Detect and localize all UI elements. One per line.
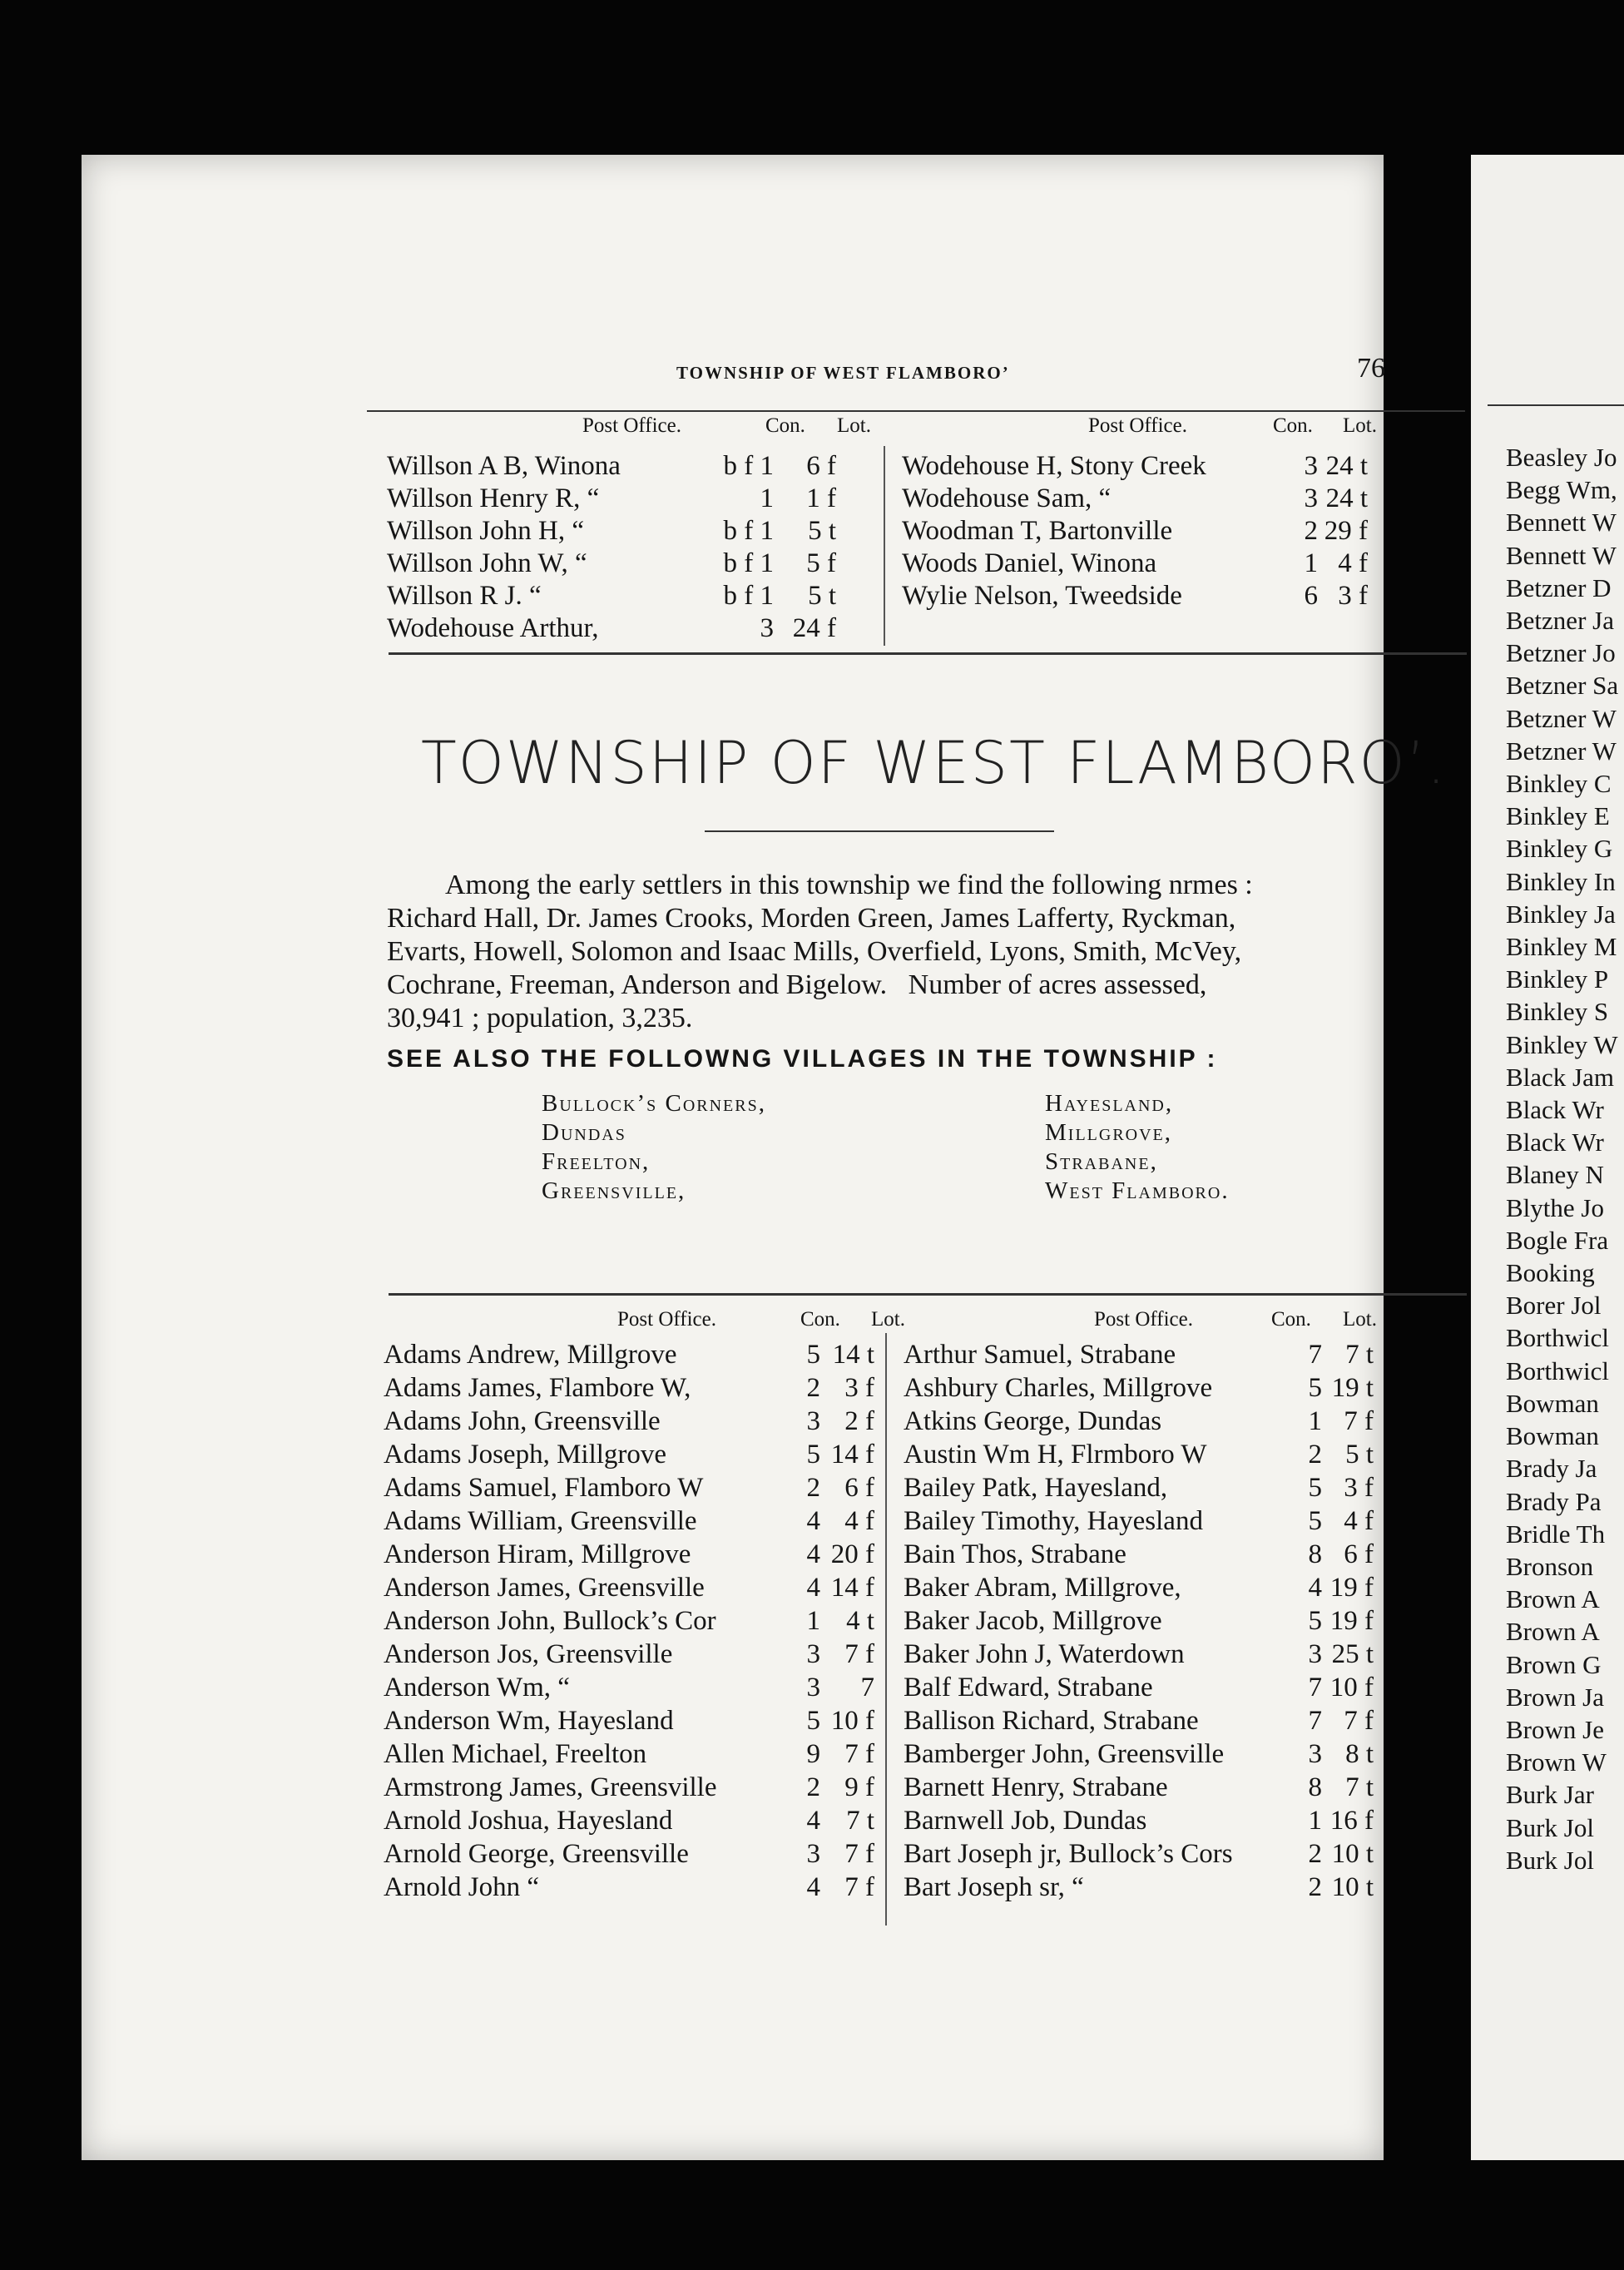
adjacent-entry: Brady Pa bbox=[1506, 1486, 1602, 1516]
adjacent-entry: Betzner D bbox=[1506, 572, 1612, 602]
entry-name: Adams James, Flambore W, bbox=[384, 1373, 691, 1403]
entry-con: 5 bbox=[806, 1340, 820, 1370]
top-right-header-post-office: Post Office. bbox=[1088, 414, 1187, 437]
adjacent-entry: Binkley P bbox=[1506, 964, 1609, 994]
entry-con: 5 bbox=[1308, 1506, 1322, 1536]
adjacent-entry: Black Wr bbox=[1506, 1128, 1604, 1157]
entry-name: Atkins George, Dundas bbox=[904, 1406, 1162, 1436]
entry-name: Wodehouse H, Stony Creek bbox=[902, 451, 1206, 481]
entry-name: Anderson Wm, “ bbox=[384, 1673, 570, 1702]
village-freelton: Freelton, bbox=[542, 1148, 651, 1175]
table-row bbox=[387, 514, 836, 548]
entry-con: 4 bbox=[806, 1506, 820, 1536]
entry-name: Willson R J. “ bbox=[387, 581, 542, 611]
adjacent-entry: Brown G bbox=[1506, 1649, 1602, 1679]
entry-lot: 3 f bbox=[1344, 1473, 1374, 1503]
entry-lot: 5 f bbox=[806, 548, 836, 578]
entry-con: 7 bbox=[1308, 1706, 1322, 1736]
entry-name: Wodehouse Arthur, bbox=[387, 613, 599, 643]
table-row bbox=[384, 1671, 874, 1704]
table-row bbox=[384, 1871, 874, 1904]
entry-con: b f 1 bbox=[723, 581, 774, 611]
table-row bbox=[904, 1704, 1374, 1737]
entry-lot: 3 f bbox=[844, 1373, 874, 1403]
para-line-1: Among the early settlers in this township we find the following nrmes : bbox=[445, 870, 1253, 900]
top-table-divider bbox=[884, 446, 885, 646]
adjacent-page bbox=[1471, 155, 1624, 2160]
entry-lot: 6 f bbox=[806, 451, 836, 481]
entry-lot: 14 f bbox=[830, 1573, 874, 1603]
entry-con: 8 bbox=[1308, 1772, 1322, 1802]
entry-lot: 20 f bbox=[830, 1539, 874, 1569]
table-row bbox=[384, 1837, 874, 1871]
entry-name: Adams Andrew, Millgrove bbox=[384, 1340, 677, 1370]
table-row bbox=[904, 1471, 1374, 1504]
entry-con: 3 bbox=[760, 613, 774, 643]
entry-lot: 7 t bbox=[1345, 1340, 1374, 1370]
entry-con: 4 bbox=[1308, 1573, 1322, 1603]
top-right-header-lot: Lot. bbox=[1343, 414, 1377, 437]
entry-name: Anderson James, Greensville bbox=[384, 1573, 705, 1603]
entry-lot: 7 f bbox=[1344, 1406, 1374, 1436]
entry-con: 5 bbox=[1308, 1473, 1322, 1503]
adjacent-entry: Binkley S bbox=[1506, 997, 1609, 1027]
entry-lot: 6 f bbox=[844, 1473, 874, 1503]
entry-name: Arnold John “ bbox=[384, 1872, 539, 1902]
entry-con: 2 bbox=[1304, 516, 1318, 546]
entry-name: Wodehouse Sam, “ bbox=[902, 483, 1112, 513]
adjacent-entry: Borthwicl bbox=[1506, 1323, 1609, 1353]
table-row bbox=[384, 1371, 874, 1405]
table-row bbox=[902, 547, 1368, 580]
entry-con: 3 bbox=[806, 1639, 820, 1669]
entry-name: Baker Jacob, Millgrove bbox=[904, 1606, 1162, 1636]
see-also-heading: SEE ALSO THE FOLLOWNG VILLAGES IN THE TOWNSHIP : bbox=[387, 1045, 1218, 1073]
adjacent-entry: Binkley M bbox=[1506, 932, 1617, 962]
entry-name: Austin Wm H, Flrmboro W bbox=[904, 1440, 1207, 1470]
entry-name: Barnett Henry, Strabane bbox=[904, 1772, 1168, 1802]
entry-lot: 7 t bbox=[1345, 1772, 1374, 1802]
entry-con: 3 bbox=[806, 1673, 820, 1702]
entry-name: Ballison Richard, Strabane bbox=[904, 1706, 1199, 1736]
entry-name: Woods Daniel, Winona bbox=[902, 548, 1157, 578]
entry-name: Anderson Hiram, Millgrove bbox=[384, 1539, 691, 1569]
table-row bbox=[387, 579, 836, 612]
entry-con: 9 bbox=[806, 1739, 820, 1769]
adjacent-entry: Betzner Sa bbox=[1506, 671, 1619, 701]
adjacent-entry: Bennett W bbox=[1506, 508, 1617, 538]
entry-con: 1 bbox=[806, 1606, 820, 1636]
entry-lot: 6 f bbox=[1344, 1539, 1374, 1569]
adjacent-page-entries bbox=[1506, 441, 1624, 1889]
table-row bbox=[384, 1405, 874, 1438]
entry-lot: 19 f bbox=[1329, 1573, 1374, 1603]
table-row bbox=[387, 449, 836, 483]
entry-name: Bart Joseph sr, “ bbox=[904, 1872, 1084, 1902]
table-row bbox=[384, 1638, 874, 1671]
table-row bbox=[904, 1371, 1374, 1405]
entry-con: 5 bbox=[1308, 1373, 1322, 1403]
para-line-4: Cochrane, Freeman, Anderson and Bigelow. Number of acres assessed, bbox=[387, 969, 1207, 1000]
entry-name: Woodman T, Bartonville bbox=[902, 516, 1173, 546]
table-row bbox=[904, 1737, 1374, 1771]
entry-name: Baker John J, Waterdown bbox=[904, 1639, 1185, 1669]
adjacent-entry: Binkley In bbox=[1506, 866, 1616, 896]
entry-lot: 7 t bbox=[846, 1806, 874, 1836]
entry-lot: 7 f bbox=[1344, 1706, 1374, 1736]
adjacent-entry: Brady Ja bbox=[1506, 1454, 1597, 1484]
entry-name: Adams John, Greensville bbox=[384, 1406, 661, 1436]
top-table-left bbox=[387, 449, 836, 649]
top-left-header-con: Con. bbox=[765, 414, 805, 437]
village-bullocks-corners: Bullock’s Corners, bbox=[542, 1090, 766, 1117]
table-row bbox=[904, 1638, 1374, 1671]
village-west-flamboro: West Flamboro. bbox=[1045, 1177, 1230, 1204]
adjacent-entry: Booking bbox=[1506, 1258, 1595, 1288]
adjacent-entry: Bennett W bbox=[1506, 540, 1617, 570]
table-row bbox=[384, 1504, 874, 1538]
entry-con: 3 bbox=[1308, 1639, 1322, 1669]
para-line-5: 30,941 ; population, 3,235. bbox=[387, 1003, 693, 1033]
entry-lot: 5 t bbox=[808, 516, 836, 546]
entry-lot: 7 f bbox=[844, 1739, 874, 1769]
entry-con: 7 bbox=[1308, 1340, 1322, 1370]
entry-lot: 7 bbox=[860, 1673, 874, 1702]
entry-con: 1 bbox=[760, 483, 774, 513]
entry-name: Anderson John, Bullock’s Cor bbox=[384, 1606, 716, 1636]
table-row bbox=[904, 1538, 1374, 1571]
entry-con: b f 1 bbox=[723, 451, 774, 481]
main-table-right bbox=[904, 1338, 1374, 1912]
entry-lot: 3 f bbox=[1338, 581, 1368, 611]
entry-con: 5 bbox=[806, 1440, 820, 1470]
entry-lot: 24 t bbox=[1325, 451, 1368, 481]
table-row bbox=[387, 482, 836, 515]
main-right-header-post-office: Post Office. bbox=[1094, 1308, 1193, 1331]
table-row bbox=[384, 1804, 874, 1837]
entry-con: 3 bbox=[1308, 1739, 1322, 1769]
table-row bbox=[384, 1438, 874, 1471]
adjacent-entry: Brown Je bbox=[1506, 1714, 1604, 1744]
village-hayesland: Hayesland, bbox=[1045, 1090, 1174, 1117]
table-row bbox=[904, 1871, 1374, 1904]
entry-lot: 4 f bbox=[1338, 548, 1368, 578]
main-right-header-con: Con. bbox=[1271, 1308, 1311, 1331]
entry-name: Wylie Nelson, Tweedside bbox=[902, 581, 1182, 611]
entry-lot: 1 f bbox=[806, 483, 836, 513]
village-greensville: Greensville, bbox=[542, 1177, 686, 1204]
entry-con: 1 bbox=[1308, 1406, 1322, 1436]
entry-lot: 2 f bbox=[844, 1406, 874, 1436]
entry-con: b f 1 bbox=[723, 548, 774, 578]
table-row bbox=[384, 1538, 874, 1571]
entry-lot: 10 t bbox=[1331, 1872, 1374, 1902]
entry-lot: 5 t bbox=[1345, 1440, 1374, 1470]
adjacent-entry: Bowman bbox=[1506, 1421, 1599, 1451]
title-underline bbox=[705, 830, 1054, 832]
entry-con: 4 bbox=[806, 1872, 820, 1902]
entry-lot: 19 f bbox=[1329, 1606, 1374, 1636]
entry-con: 5 bbox=[806, 1706, 820, 1736]
entry-name: Anderson Wm, Hayesland bbox=[384, 1706, 674, 1736]
adjacent-entry: Binkley W bbox=[1506, 1029, 1618, 1059]
adjacent-entry: Binkley C bbox=[1506, 769, 1612, 799]
entry-con: 2 bbox=[1308, 1839, 1322, 1869]
table-row bbox=[384, 1338, 874, 1371]
adjacent-entry: Blythe Jo bbox=[1506, 1192, 1604, 1222]
adjacent-entry: Burk Jol bbox=[1506, 1845, 1594, 1875]
entry-name: Willson A B, Winona bbox=[387, 451, 621, 481]
entry-con: 3 bbox=[1304, 483, 1318, 513]
entry-name: Bailey Patk, Hayesland, bbox=[904, 1473, 1168, 1503]
table-row bbox=[904, 1604, 1374, 1638]
entry-con: 2 bbox=[806, 1473, 820, 1503]
village-millgrove: Millgrove, bbox=[1045, 1119, 1173, 1146]
adjacent-entry: Betzner W bbox=[1506, 736, 1617, 766]
adjacent-entry: Brown A bbox=[1506, 1584, 1600, 1614]
adjacent-entry: Blaney N bbox=[1506, 1160, 1604, 1190]
adjacent-entry: Bridle Th bbox=[1506, 1519, 1606, 1549]
entry-con: 2 bbox=[1308, 1440, 1322, 1470]
main-left-header-lot: Lot. bbox=[871, 1308, 905, 1331]
page-number: 76 bbox=[1357, 353, 1385, 384]
entry-lot: 7 f bbox=[844, 1839, 874, 1869]
adjacent-entry: Begg Wm, bbox=[1506, 475, 1617, 505]
entry-name: Barnwell Job, Dundas bbox=[904, 1806, 1147, 1836]
table-row bbox=[904, 1837, 1374, 1871]
entry-con: 3 bbox=[806, 1839, 820, 1869]
table-row bbox=[384, 1471, 874, 1504]
entry-name: Arthur Samuel, Strabane bbox=[904, 1340, 1176, 1370]
table-row bbox=[904, 1571, 1374, 1604]
book-page bbox=[82, 155, 1448, 2160]
entry-name: Bailey Timothy, Hayesland bbox=[904, 1506, 1203, 1536]
main-table-divider bbox=[885, 1333, 887, 1926]
entry-con: 5 bbox=[1308, 1606, 1322, 1636]
entry-con: b f 1 bbox=[723, 516, 774, 546]
table-row bbox=[384, 1737, 874, 1771]
main-left-header-con: Con. bbox=[800, 1308, 840, 1331]
adjacent-entry: Burk Jar bbox=[1506, 1780, 1594, 1810]
entry-lot: 7 f bbox=[844, 1872, 874, 1902]
entry-name: Ashbury Charles, Millgrove bbox=[904, 1373, 1213, 1403]
adjacent-entry: Binkley G bbox=[1506, 834, 1613, 864]
para-line-3: Evarts, Howell, Solomon and Isaac Mills, Overfield, Lyons, Smith, McVey, bbox=[387, 936, 1242, 967]
entry-con: 1 bbox=[1308, 1806, 1322, 1836]
entry-name: Armstrong James, Greensville bbox=[384, 1772, 717, 1802]
table-row bbox=[387, 612, 836, 645]
entry-con: 4 bbox=[806, 1806, 820, 1836]
adjacent-entry: Binkley Ja bbox=[1506, 899, 1616, 929]
running-head: TOWNSHIP OF WEST FLAMBORO’ bbox=[676, 363, 1010, 383]
adjacent-entry: Bowman bbox=[1506, 1388, 1599, 1418]
table-row bbox=[384, 1604, 874, 1638]
adjacent-entry: Burk Jol bbox=[1506, 1812, 1594, 1842]
table-row bbox=[904, 1504, 1374, 1538]
entry-lot: 4 t bbox=[846, 1606, 874, 1636]
adjacent-entry: Brown W bbox=[1506, 1747, 1607, 1777]
table-row bbox=[902, 579, 1368, 612]
head-rule bbox=[367, 410, 1465, 412]
top-left-header-post-office: Post Office. bbox=[582, 414, 681, 437]
entry-name: Arnold Joshua, Hayesland bbox=[384, 1806, 673, 1836]
entry-name: Adams William, Greensville bbox=[384, 1506, 697, 1536]
table-row bbox=[904, 1804, 1374, 1837]
adjacent-entry: Black Jam bbox=[1506, 1062, 1614, 1092]
entry-name: Willson John H, “ bbox=[387, 516, 584, 546]
entry-con: 4 bbox=[806, 1539, 820, 1569]
table-row bbox=[902, 482, 1368, 515]
entry-lot: 9 f bbox=[844, 1772, 874, 1802]
entry-name: Bamberger John, Greensville bbox=[904, 1739, 1225, 1769]
entry-name: Allen Michael, Freelton bbox=[384, 1739, 647, 1769]
adjacent-entry: Betzner W bbox=[1506, 703, 1617, 733]
table-row bbox=[904, 1405, 1374, 1438]
main-table-left bbox=[384, 1338, 874, 1912]
village-strabane: Strabane, bbox=[1045, 1148, 1158, 1175]
entry-lot: 10 t bbox=[1331, 1839, 1374, 1869]
table-row bbox=[384, 1704, 874, 1737]
table-row bbox=[902, 449, 1368, 483]
entry-lot: 8 t bbox=[1345, 1739, 1374, 1769]
section-title: TOWNSHIP OF WEST FLAMBORO’. bbox=[421, 729, 1448, 797]
entry-lot: 10 f bbox=[830, 1706, 874, 1736]
entry-con: 3 bbox=[1304, 451, 1318, 481]
table-row bbox=[902, 514, 1368, 548]
entry-con: 2 bbox=[806, 1772, 820, 1802]
para-line-2: Richard Hall, Dr. James Crooks, Morden Green, James Lafferty, Ryckman, bbox=[387, 903, 1236, 934]
entry-con: 2 bbox=[1308, 1872, 1322, 1902]
table-row bbox=[904, 1671, 1374, 1704]
adjacent-entry: Black Wr bbox=[1506, 1095, 1604, 1125]
entry-con: 8 bbox=[1308, 1539, 1322, 1569]
table-row bbox=[384, 1771, 874, 1804]
entry-name: Adams Samuel, Flamboro W bbox=[384, 1473, 704, 1503]
entry-name: Anderson Jos, Greensville bbox=[384, 1639, 673, 1669]
entry-lot: 29 f bbox=[1324, 516, 1368, 546]
entry-lot: 16 f bbox=[1329, 1806, 1374, 1836]
adjacent-entry: Bogle Fra bbox=[1506, 1225, 1609, 1255]
table-row bbox=[387, 547, 836, 580]
entry-lot: 5 t bbox=[808, 581, 836, 611]
adjacent-entry: Bronson bbox=[1506, 1551, 1594, 1581]
main-right-header-lot: Lot. bbox=[1343, 1308, 1377, 1331]
entry-lot: 7 f bbox=[844, 1639, 874, 1669]
adjacent-entry: Betzner Jo bbox=[1506, 638, 1616, 668]
adjacent-entry: Borthwicl bbox=[1506, 1356, 1609, 1385]
main-table-top-rule bbox=[389, 1293, 1467, 1296]
entry-lot: 4 f bbox=[844, 1506, 874, 1536]
entry-con: 7 bbox=[1308, 1673, 1322, 1702]
entry-name: Arnold George, Greensville bbox=[384, 1839, 689, 1869]
entry-name: Balf Edward, Strabane bbox=[904, 1673, 1153, 1702]
entry-name: Willson Henry R, “ bbox=[387, 483, 600, 513]
adjacent-entry: Brown Ja bbox=[1506, 1682, 1604, 1712]
entry-con: 3 bbox=[806, 1406, 820, 1436]
adjacent-entry: Beasley Jo bbox=[1506, 443, 1617, 472]
entry-name: Baker Abram, Millgrove, bbox=[904, 1573, 1181, 1603]
entry-lot: 25 t bbox=[1331, 1639, 1374, 1669]
adjacent-page-rule bbox=[1488, 404, 1624, 406]
top-table-right bbox=[902, 449, 1368, 649]
entry-lot: 24 f bbox=[792, 613, 836, 643]
entry-name: Willson John W, “ bbox=[387, 548, 587, 578]
entry-lot: 19 t bbox=[1331, 1373, 1374, 1403]
entry-name: Adams Joseph, Millgrove bbox=[384, 1440, 667, 1470]
adjacent-entry: Brown A bbox=[1506, 1617, 1600, 1647]
entry-con: 1 bbox=[1304, 548, 1318, 578]
adjacent-entry: Borer Jol bbox=[1506, 1291, 1602, 1321]
village-dundas: Dundas bbox=[542, 1119, 626, 1146]
table-row bbox=[904, 1771, 1374, 1804]
entry-lot: 14 t bbox=[832, 1340, 874, 1370]
entry-name: Bart Joseph jr, Bullock’s Cors bbox=[904, 1839, 1233, 1869]
top-left-header-lot: Lot. bbox=[837, 414, 871, 437]
entry-lot: 14 f bbox=[830, 1440, 874, 1470]
table-row bbox=[904, 1438, 1374, 1471]
top-table-bottom-rule bbox=[389, 652, 1467, 655]
table-row bbox=[384, 1571, 874, 1604]
entry-lot: 10 f bbox=[1329, 1673, 1374, 1702]
entry-lot: 24 t bbox=[1325, 483, 1368, 513]
entry-con: 4 bbox=[806, 1573, 820, 1603]
adjacent-entry: Binkley E bbox=[1506, 801, 1610, 831]
entry-con: 6 bbox=[1304, 581, 1318, 611]
top-right-header-con: Con. bbox=[1273, 414, 1313, 437]
main-left-header-post-office: Post Office. bbox=[617, 1308, 716, 1331]
table-row bbox=[904, 1338, 1374, 1371]
entry-name: Bain Thos, Strabane bbox=[904, 1539, 1126, 1569]
entry-lot: 4 f bbox=[1344, 1506, 1374, 1536]
entry-con: 2 bbox=[806, 1373, 820, 1403]
adjacent-entry: Betzner Ja bbox=[1506, 606, 1614, 636]
